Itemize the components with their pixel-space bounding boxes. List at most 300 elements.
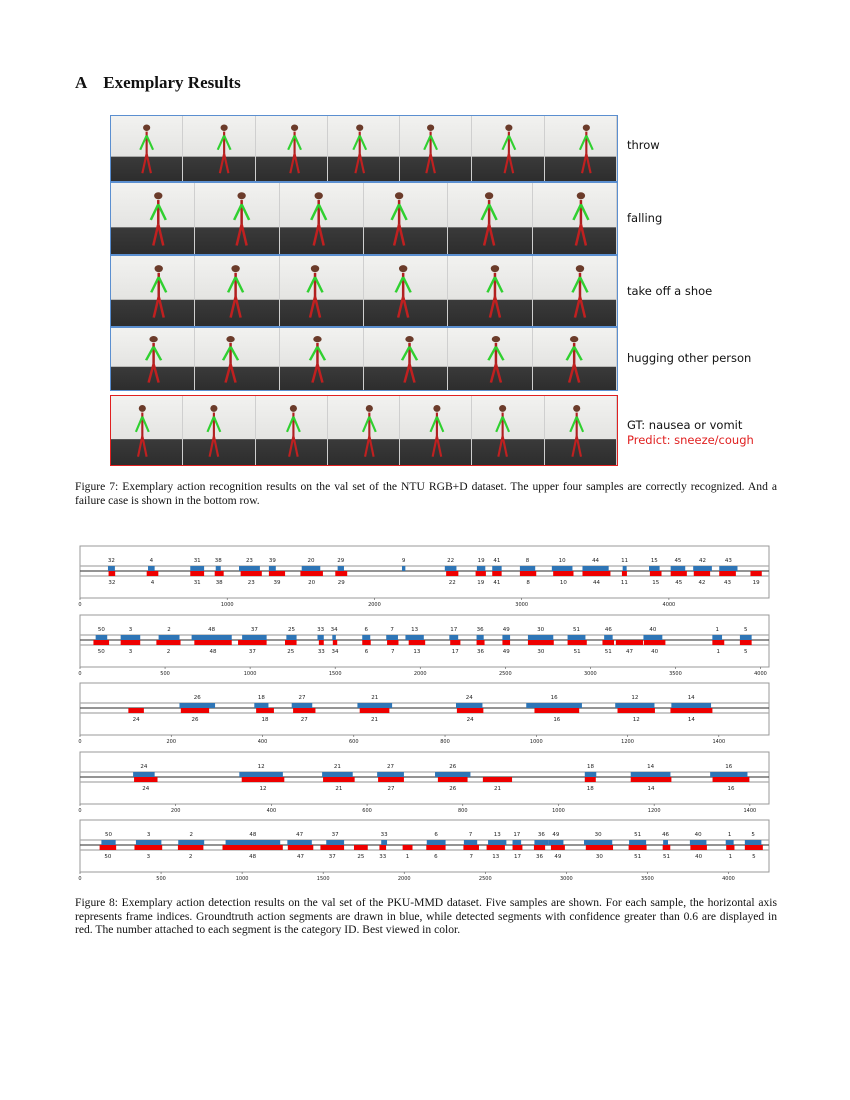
detected-segment xyxy=(100,845,117,850)
groundtruth-label: 3 xyxy=(146,832,151,838)
groundtruth-segment xyxy=(726,840,734,845)
detected-segment xyxy=(426,845,445,850)
detected-label: 49 xyxy=(502,649,510,655)
detected-segment xyxy=(502,640,510,645)
groundtruth-segment xyxy=(381,840,387,845)
detected-segment xyxy=(378,777,404,782)
detected-label: 24 xyxy=(142,786,150,792)
groundtruth-label: 17 xyxy=(513,832,521,838)
detected-label: 44 xyxy=(592,580,600,586)
detected-label: 21 xyxy=(371,717,379,723)
video-frame xyxy=(533,183,617,254)
groundtruth-label: 16 xyxy=(550,695,558,701)
groundtruth-segment xyxy=(568,635,586,640)
detected-segment xyxy=(285,640,297,645)
groundtruth-label: 22 xyxy=(447,558,455,564)
x-tick-label: 1200 xyxy=(647,808,661,814)
groundtruth-label: 24 xyxy=(140,764,148,770)
groundtruth-segment xyxy=(719,566,737,571)
detected-segment xyxy=(181,708,209,713)
groundtruth-segment xyxy=(449,635,458,640)
video-frame xyxy=(195,256,279,326)
detected-label: 27 xyxy=(387,786,395,792)
detected-segment xyxy=(585,777,596,782)
x-tick-label: 3000 xyxy=(559,876,573,882)
groundtruth-segment xyxy=(526,703,582,708)
detected-label: 11 xyxy=(620,580,628,586)
groundtruth-label: 2 xyxy=(167,627,171,633)
detected-label: 33 xyxy=(317,649,325,655)
x-tick-label: 200 xyxy=(166,739,177,745)
detected-segment xyxy=(534,708,579,713)
detected-segment xyxy=(194,640,231,645)
groundtruth-label: 8 xyxy=(525,558,530,564)
detected-label: 10 xyxy=(559,580,567,586)
detected-label: 13 xyxy=(492,854,500,860)
x-tick-label: 1000 xyxy=(552,808,565,814)
detected-label: 18 xyxy=(261,717,269,723)
groundtruth-label: 12 xyxy=(631,695,639,701)
groundtruth-label: 43 xyxy=(724,558,732,564)
detected-segment xyxy=(403,845,413,850)
groundtruth-label: 17 xyxy=(450,627,458,633)
x-tick-label: 800 xyxy=(458,808,468,814)
detected-label: 30 xyxy=(595,854,603,860)
detected-segment xyxy=(335,571,347,576)
detected-segment xyxy=(241,571,262,576)
detected-label: 47 xyxy=(297,854,305,860)
groundtruth-label: 49 xyxy=(502,627,510,633)
detected-segment xyxy=(215,571,224,576)
detected-segment xyxy=(93,640,109,645)
groundtruth-segment xyxy=(477,635,484,640)
video-frame xyxy=(472,396,544,465)
x-tick-label: 0 xyxy=(78,739,82,745)
detected-segment xyxy=(631,777,672,782)
detected-label: 40 xyxy=(695,854,703,860)
groundtruth-segment xyxy=(96,635,108,640)
detected-label: 49 xyxy=(554,854,562,860)
groundtruth-segment xyxy=(528,635,553,640)
groundtruth-segment xyxy=(584,840,612,845)
detected-segment xyxy=(360,708,390,713)
groundtruth-label: 38 xyxy=(214,558,222,564)
detected-label: 19 xyxy=(752,580,760,586)
groundtruth-segment xyxy=(254,703,268,708)
detected-label: 5 xyxy=(744,649,748,655)
detected-segment xyxy=(387,640,398,645)
x-tick-label: 3000 xyxy=(515,602,529,608)
detected-label: 37 xyxy=(248,649,256,655)
detected-label: 47 xyxy=(625,649,633,655)
detected-segment xyxy=(128,708,144,713)
detected-label: 51 xyxy=(573,649,581,655)
groundtruth-segment xyxy=(148,566,155,571)
detected-segment xyxy=(109,571,116,576)
detected-label: 12 xyxy=(632,717,640,723)
detected-segment xyxy=(745,845,763,850)
groundtruth-label: 6 xyxy=(434,832,438,838)
detected-segment xyxy=(568,640,587,645)
detected-label: 13 xyxy=(413,649,421,655)
groundtruth-segment xyxy=(464,840,477,845)
x-tick-label: 1500 xyxy=(328,671,342,677)
groundtruth-segment xyxy=(292,703,313,708)
groundtruth-segment xyxy=(629,840,646,845)
figure-7-row xyxy=(110,395,618,466)
video-frame xyxy=(280,256,364,326)
groundtruth-segment xyxy=(585,772,596,777)
groundtruth-segment xyxy=(671,703,711,708)
groundtruth-segment xyxy=(242,635,266,640)
groundtruth-label: 5 xyxy=(744,627,748,633)
groundtruth-label: 24 xyxy=(465,695,473,701)
detected-segment xyxy=(190,571,204,576)
detected-segment xyxy=(450,640,460,645)
video-frame xyxy=(256,396,328,465)
groundtruth-label: 13 xyxy=(493,832,501,838)
detected-label: 7 xyxy=(391,649,395,655)
groundtruth-segment xyxy=(108,566,115,571)
groundtruth-segment xyxy=(740,635,752,640)
row-label-throw: throw xyxy=(627,138,660,152)
detected-label: 50 xyxy=(97,649,105,655)
video-frame xyxy=(448,328,532,390)
detected-segment xyxy=(528,640,554,645)
detected-label: 4 xyxy=(150,580,155,586)
x-tick-label: 800 xyxy=(440,739,450,745)
groundtruth-segment xyxy=(710,772,747,777)
x-tick-label: 4000 xyxy=(754,671,767,677)
row-label-hugging: hugging other person xyxy=(627,351,752,365)
groundtruth-label: 13 xyxy=(411,627,419,633)
groundtruth-label: 42 xyxy=(699,558,707,564)
groundtruth-label: 44 xyxy=(592,558,600,564)
detected-segment xyxy=(726,845,734,850)
detected-segment xyxy=(602,640,614,645)
detection-chart-4 xyxy=(75,751,775,819)
groundtruth-segment xyxy=(239,566,260,571)
groundtruth-label: 34 xyxy=(330,627,338,633)
groundtruth-segment xyxy=(552,566,573,571)
video-frame xyxy=(364,256,448,326)
groundtruth-label: 39 xyxy=(268,558,276,564)
groundtruth-label: 12 xyxy=(257,764,265,770)
detected-label: 1 xyxy=(728,854,733,860)
detection-chart-5 xyxy=(75,819,775,887)
groundtruth-label: 15 xyxy=(650,558,658,564)
detected-label: 16 xyxy=(727,786,735,792)
groundtruth-label: 41 xyxy=(493,558,501,564)
x-tick-label: 2000 xyxy=(368,602,381,608)
groundtruth-segment xyxy=(286,635,296,640)
detected-label: 21 xyxy=(493,786,501,792)
row-label-gt: GT: nausea or vomit xyxy=(627,418,743,432)
groundtruth-segment xyxy=(643,635,662,640)
groundtruth-segment xyxy=(287,840,311,845)
video-frame xyxy=(448,256,532,326)
groundtruth-label: 46 xyxy=(662,832,670,838)
video-frame xyxy=(448,183,532,254)
x-tick-label: 2000 xyxy=(397,876,411,882)
x-tick-label: 400 xyxy=(257,739,268,745)
detected-segment xyxy=(134,845,162,850)
detected-label: 14 xyxy=(687,717,695,723)
x-tick-label: 1400 xyxy=(743,808,757,814)
groundtruth-label: 27 xyxy=(298,695,306,701)
detected-label: 24 xyxy=(466,717,474,723)
groundtruth-segment xyxy=(492,566,501,571)
detected-segment xyxy=(269,571,285,576)
detected-segment xyxy=(520,571,536,576)
detected-label: 14 xyxy=(647,786,655,792)
groundtruth-label: 5 xyxy=(751,832,755,838)
x-tick-label: 500 xyxy=(160,671,170,677)
groundtruth-segment xyxy=(302,566,321,571)
section-heading: A Exemplary Results xyxy=(75,73,241,92)
x-tick-label: 3500 xyxy=(669,671,682,677)
detected-label: 25 xyxy=(287,649,295,655)
groundtruth-segment xyxy=(239,772,283,777)
groundtruth-segment xyxy=(477,566,485,571)
detected-label: 51 xyxy=(634,854,642,860)
detected-segment xyxy=(644,640,665,645)
video-frame xyxy=(400,396,472,465)
groundtruth-label: 45 xyxy=(674,558,682,564)
detected-label: 19 xyxy=(477,580,485,586)
groundtruth-segment xyxy=(502,635,510,640)
groundtruth-segment xyxy=(322,772,353,777)
detected-segment xyxy=(293,708,315,713)
x-tick-label: 1000 xyxy=(529,739,543,745)
detected-label: 24 xyxy=(132,717,140,723)
detection-chart-2 xyxy=(75,614,775,682)
detected-label: 17 xyxy=(513,854,521,860)
detected-label: 17 xyxy=(451,649,459,655)
groundtruth-label: 32 xyxy=(107,558,115,564)
x-tick-label: 400 xyxy=(266,808,277,814)
detected-segment xyxy=(156,640,180,645)
detected-segment xyxy=(379,845,386,850)
groundtruth-label: 51 xyxy=(573,627,581,633)
detected-label: 36 xyxy=(536,854,544,860)
groundtruth-label: 33 xyxy=(380,832,388,838)
groundtruth-segment xyxy=(405,635,423,640)
detected-label: 6 xyxy=(364,649,369,655)
groundtruth-label: 18 xyxy=(257,695,265,701)
detected-label: 18 xyxy=(586,786,594,792)
detected-segment xyxy=(223,845,283,850)
detected-label: 12 xyxy=(259,786,267,792)
detected-segment xyxy=(319,640,324,645)
groundtruth-label: 7 xyxy=(390,627,394,633)
groundtruth-segment xyxy=(179,703,215,708)
groundtruth-label: 40 xyxy=(649,627,657,633)
x-tick-label: 1400 xyxy=(712,739,726,745)
groundtruth-label: 48 xyxy=(249,832,257,838)
groundtruth-label: 7 xyxy=(468,832,473,838)
x-tick-label: 2000 xyxy=(413,671,427,677)
groundtruth-label: 37 xyxy=(250,627,258,633)
detected-segment xyxy=(694,571,710,576)
detected-label: 42 xyxy=(698,580,706,586)
video-frame xyxy=(545,116,617,181)
video-frame xyxy=(195,183,279,254)
groundtruth-segment xyxy=(745,840,762,845)
detected-label: 31 xyxy=(193,580,201,586)
groundtruth-segment xyxy=(133,772,155,777)
detected-label: 33 xyxy=(379,854,387,860)
x-tick-label: 600 xyxy=(362,808,372,814)
x-tick-label: 4000 xyxy=(662,602,676,608)
groundtruth-label: 18 xyxy=(587,764,595,770)
video-frame xyxy=(364,183,448,254)
detected-label: 40 xyxy=(651,649,659,655)
video-frame xyxy=(183,396,255,465)
video-frame xyxy=(111,183,195,254)
groundtruth-segment xyxy=(178,840,204,845)
video-frame xyxy=(533,328,617,390)
groundtruth-label: 30 xyxy=(594,832,602,838)
figure-7-row xyxy=(110,327,618,391)
groundtruth-label: 6 xyxy=(364,627,368,633)
x-tick-label: 0 xyxy=(78,808,82,814)
detected-label: 3 xyxy=(128,649,133,655)
detected-label: 5 xyxy=(752,854,756,860)
groundtruth-segment xyxy=(488,840,506,845)
groundtruth-segment xyxy=(136,840,161,845)
groundtruth-segment xyxy=(435,772,470,777)
detected-label: 30 xyxy=(537,649,545,655)
x-tick-label: 3000 xyxy=(584,671,597,677)
detected-label: 15 xyxy=(652,580,660,586)
video-frame xyxy=(111,256,195,326)
detected-segment xyxy=(487,845,505,850)
groundtruth-segment xyxy=(615,703,654,708)
groundtruth-segment xyxy=(534,840,548,845)
groundtruth-segment xyxy=(712,635,722,640)
groundtruth-segment xyxy=(338,566,344,571)
detected-segment xyxy=(242,777,285,782)
detected-label: 45 xyxy=(675,580,683,586)
detected-label: 27 xyxy=(300,717,308,723)
detected-segment xyxy=(409,640,426,645)
groundtruth-label: 40 xyxy=(694,832,702,838)
groundtruth-segment xyxy=(190,566,204,571)
detected-segment xyxy=(483,777,512,782)
detected-segment xyxy=(616,640,643,645)
groundtruth-label: 4 xyxy=(149,558,154,564)
detected-segment xyxy=(333,640,337,645)
groundtruth-label: 16 xyxy=(725,764,733,770)
detected-segment xyxy=(323,777,355,782)
groundtruth-label: 46 xyxy=(604,627,612,633)
groundtruth-label: 37 xyxy=(331,832,339,838)
detected-label: 26 xyxy=(449,786,457,792)
detected-segment xyxy=(457,708,483,713)
x-tick-label: 4000 xyxy=(722,876,735,882)
figure-7-row xyxy=(110,255,618,327)
detected-label: 29 xyxy=(337,580,345,586)
detected-label: 26 xyxy=(191,717,199,723)
detected-label: 1 xyxy=(716,649,721,655)
detected-segment xyxy=(354,845,368,850)
detected-label: 22 xyxy=(448,580,456,586)
detected-segment xyxy=(362,640,371,645)
video-frame xyxy=(195,328,279,390)
groundtruth-label: 36 xyxy=(537,832,545,838)
video-frame xyxy=(328,116,400,181)
detected-segment xyxy=(147,571,159,576)
groundtruth-segment xyxy=(690,840,707,845)
detected-segment xyxy=(238,640,267,645)
x-tick-label: 0 xyxy=(78,602,82,608)
groundtruth-label: 31 xyxy=(193,558,201,564)
groundtruth-segment xyxy=(357,703,392,708)
groundtruth-segment xyxy=(604,635,613,640)
groundtruth-label: 49 xyxy=(552,832,560,838)
groundtruth-segment xyxy=(216,566,221,571)
detected-label: 37 xyxy=(328,854,336,860)
x-tick-label: 3500 xyxy=(641,876,654,882)
groundtruth-label: 48 xyxy=(208,627,216,633)
groundtruth-segment xyxy=(649,566,660,571)
detected-segment xyxy=(551,845,565,850)
video-frame xyxy=(280,183,364,254)
video-frame xyxy=(280,328,364,390)
detected-segment xyxy=(586,845,613,850)
groundtruth-label: 1 xyxy=(727,832,732,838)
detected-segment xyxy=(690,845,707,850)
groundtruth-segment xyxy=(386,635,398,640)
detected-segment xyxy=(320,845,344,850)
x-tick-label: 1000 xyxy=(220,602,234,608)
detected-segment xyxy=(534,845,545,850)
groundtruth-label: 23 xyxy=(245,558,253,564)
detected-segment xyxy=(477,640,485,645)
groundtruth-segment xyxy=(671,566,686,571)
detected-segment xyxy=(713,777,750,782)
detected-segment xyxy=(300,571,323,576)
groundtruth-segment xyxy=(513,840,522,845)
detection-chart-3 xyxy=(75,682,775,750)
x-tick-label: 0 xyxy=(78,671,82,677)
video-frame xyxy=(111,116,183,181)
groundtruth-label: 3 xyxy=(128,627,133,633)
figure-7-caption: Figure 7: Exemplary action recognition results on the val set of the NTU RGB+D dataset. The upper four samples are correctly recognized. And a failure case is shown in the bottom row. xyxy=(75,480,777,507)
x-tick-label: 1500 xyxy=(316,876,330,882)
detected-label: 34 xyxy=(331,649,339,655)
video-frame xyxy=(533,256,617,326)
detected-label: 21 xyxy=(335,786,343,792)
groundtruth-segment xyxy=(520,566,535,571)
groundtruth-segment xyxy=(159,635,180,640)
detected-label: 36 xyxy=(477,649,485,655)
groundtruth-label: 50 xyxy=(105,832,113,838)
figure-8-caption: Figure 8: Exemplary action detection results on the val set of the PKU-MMD dataset. Five samples are shown. For each sample, the horizontal axis represents frame indices. Groundtruth action segments are drawn in blue, while detected segments with confidence greater than 0.6 are displayed in red. The number attached to each segment is the category ID. Best viewed in color. xyxy=(75,896,777,936)
video-frame xyxy=(328,396,400,465)
video-frame xyxy=(256,116,328,181)
detected-segment xyxy=(288,845,313,850)
groundtruth-segment xyxy=(326,840,344,845)
detected-label: 20 xyxy=(308,580,316,586)
row-label-take-off-shoe: take off a shoe xyxy=(627,284,713,298)
groundtruth-label: 51 xyxy=(634,832,642,838)
detected-segment xyxy=(582,571,610,576)
groundtruth-label: 25 xyxy=(287,627,295,633)
video-frame xyxy=(472,116,544,181)
x-tick-label: 0 xyxy=(78,876,82,882)
